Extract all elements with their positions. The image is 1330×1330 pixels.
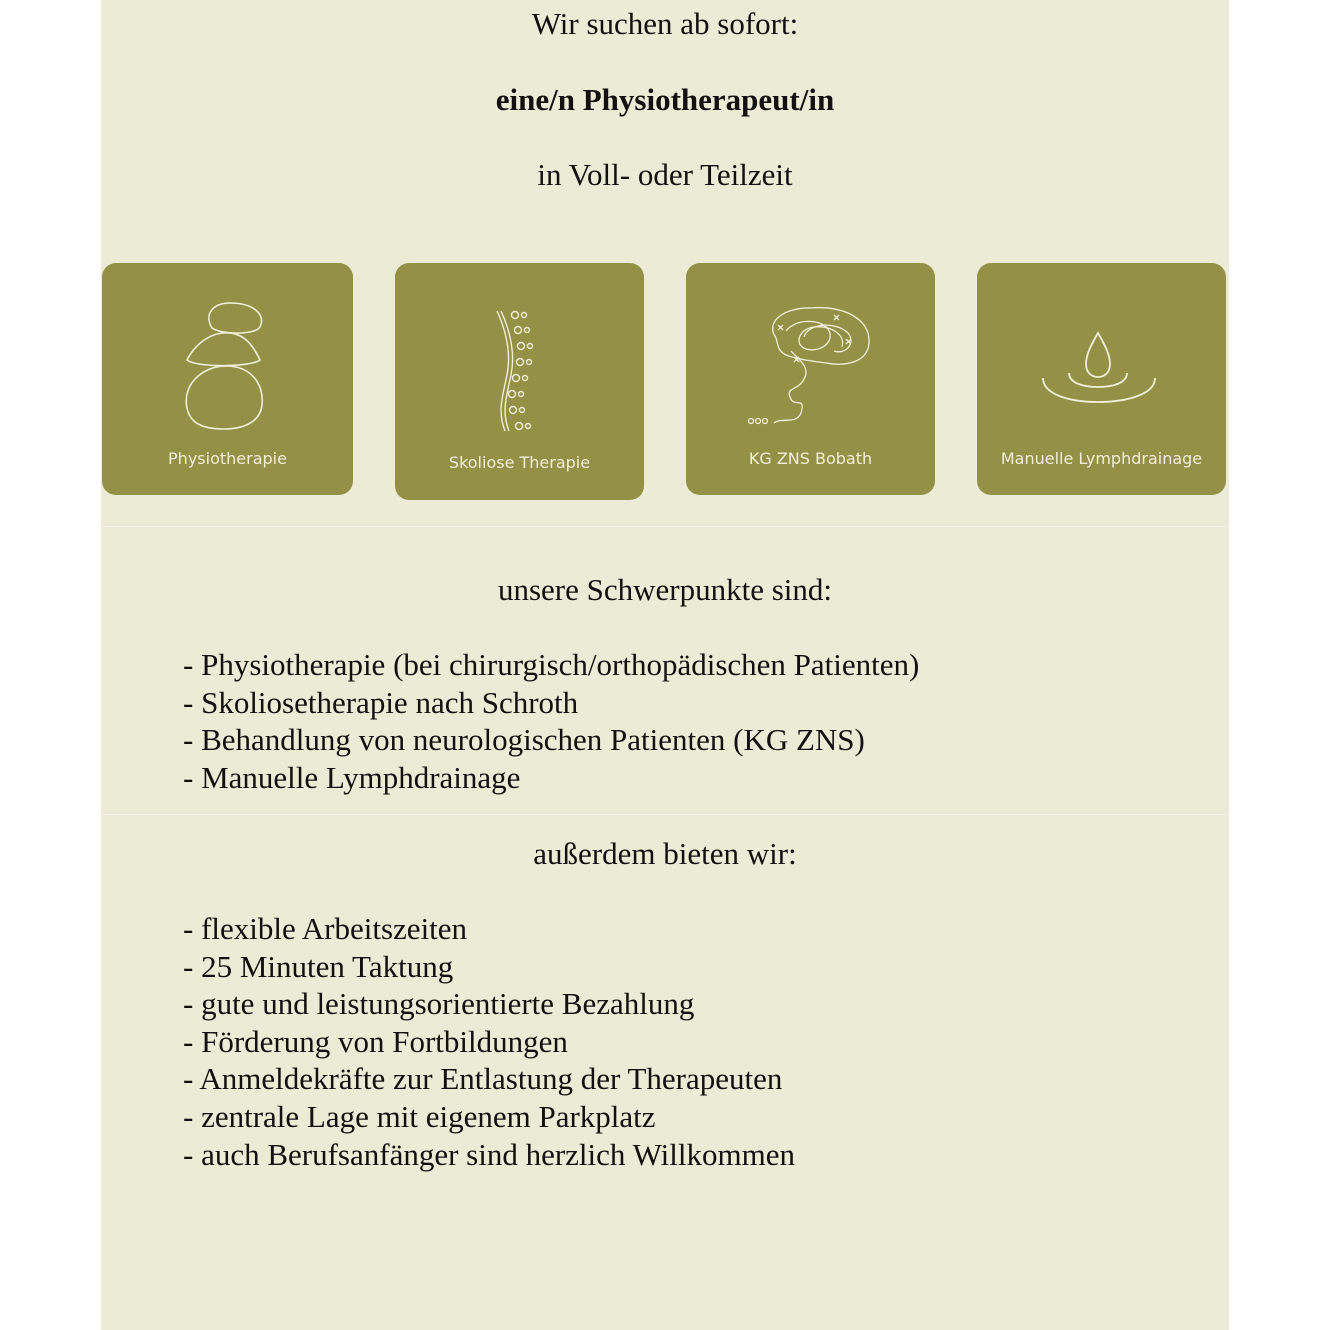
offers-list — [183, 910, 1183, 1173]
section-divider — [101, 814, 1229, 815]
list-item: - 25 Minuten Taktung — [183, 948, 454, 984]
card-label: Physiotherapie — [168, 449, 287, 468]
focus-heading: unsere Schwerpunkte sind: — [497, 572, 833, 607]
section-divider — [101, 526, 1229, 527]
list-item: - zentrale Lage mit eigenem Parkplatz — [183, 1098, 656, 1134]
list-item: - gute und leistungsorientierte Bezahlung — [183, 986, 695, 1022]
list-item: - Skoliosetherapie nach Schroth — [183, 684, 579, 720]
card-label: Manuelle Lymphdrainage — [1000, 449, 1203, 468]
hours-text: in Voll- oder Teilzeit — [537, 157, 793, 192]
card-label: Skoliose Therapie — [448, 453, 591, 472]
list-item: - flexible Arbeitszeiten — [183, 911, 468, 946]
list-item: - auch Berufsanfänger sind herzlich Willkommen — [183, 1136, 795, 1172]
job-posting-page — [101, 0, 1229, 1330]
card-kg-zns-bobath — [686, 263, 935, 495]
card-skoliose-therapie — [395, 263, 644, 500]
list-item: - Physiotherapie (bei chirurgisch/orthopädischen Patienten) — [183, 647, 920, 682]
card-manuelle-lymphdrainage — [977, 263, 1226, 495]
intro-text: Wir suchen ab sofort: — [531, 6, 799, 41]
list-item: - Manuelle Lymphdrainage — [183, 759, 521, 795]
focus-list — [183, 646, 1183, 796]
position-title: eine/n Physiotherapeut/in — [495, 82, 835, 117]
card-label: KG ZNS Bobath — [748, 449, 873, 468]
offers-heading: außerdem bieten wir: — [533, 836, 797, 871]
list-item: - Förderung von Fortbildungen — [183, 1023, 568, 1059]
list-item: - Anmeldekräfte zur Entlastung der Therapeuten — [183, 1061, 783, 1097]
list-item: - Behandlung von neurologischen Patienten (KG ZNS) — [183, 722, 865, 758]
card-physiotherapie — [102, 263, 353, 495]
